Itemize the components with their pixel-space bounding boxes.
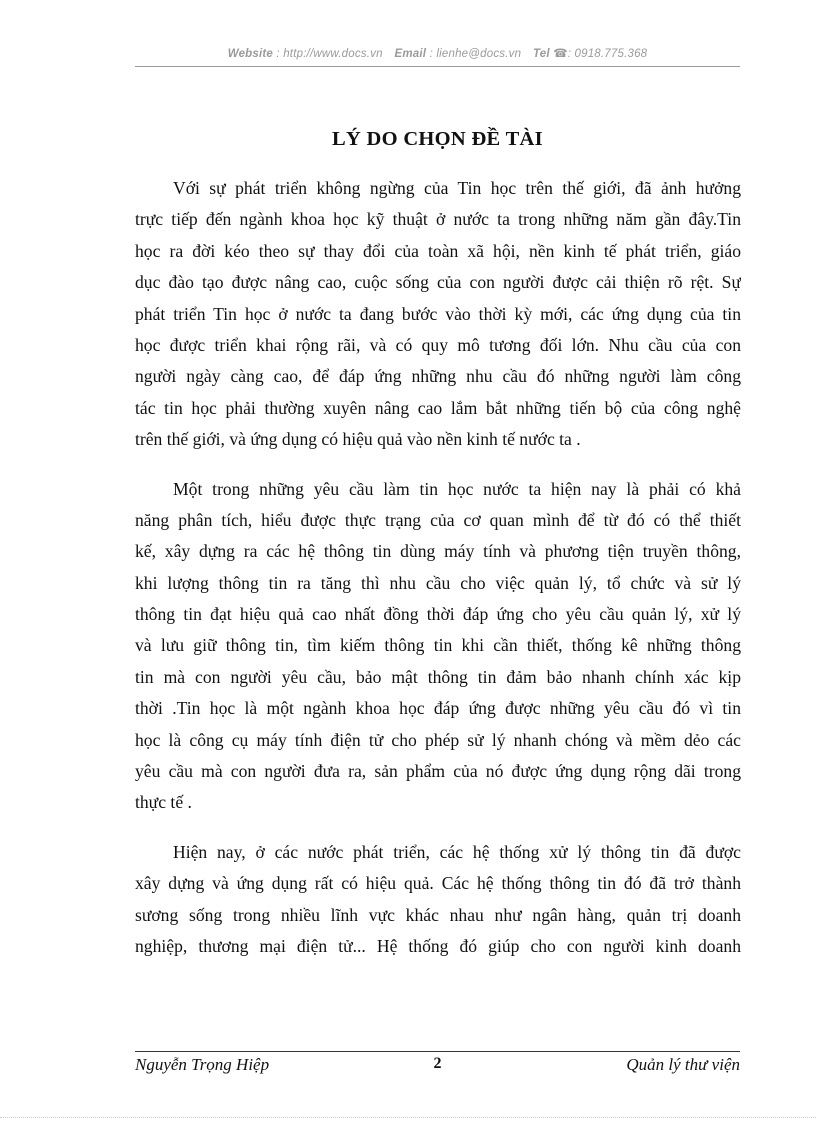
text-line: trực tiếp đến ngành khoa học kỹ thuật ở nước ta trong những năm gần đây.Tin — [135, 209, 741, 230]
paragraph-1 — [135, 173, 741, 456]
text-line: yêu cầu mà con người đưa ra, sản phẩm của nó được ứng dụng rộng dãi trong — [135, 761, 741, 782]
text-line: thực tế . — [135, 792, 192, 813]
text-line: phát triển Tin học ở nước ta đang bước vào thời kỳ mới, các ứng dụng của tin — [135, 303, 741, 324]
page-title: LÝ DO CHỌN ĐỀ TÀI — [332, 128, 543, 150]
tel-label: Tel — [533, 48, 550, 60]
text-line: Với sự phát triển không ngừng của Tin học trên thế giới, đã ảnh hưởng — [173, 178, 741, 198]
text-line: Hiện nay, ở các nước phát triển, các hệ thống xử lý thông tin đã được — [173, 841, 741, 862]
text-line: trên thế giới, và ứng dụng có hiệu quả vào nền kinh tế nước ta . — [135, 429, 581, 450]
text-line: thông tin đạt hiệu quả cao nhất đồng thời đáp ứng cho yêu cầu quản lý, xử lý — [135, 604, 741, 625]
footer-subject: Quản lý thư viện — [626, 1055, 740, 1074]
text-line: tin mà con người yêu cầu, bảo mật thông tin đảm bảo nhanh chính xác kịp — [135, 666, 741, 687]
email-value: : lienhe@docs.vn — [429, 48, 522, 60]
text-line: người ngày càng cao, để đáp ứng những nhu cầu đó những người làm công — [135, 366, 741, 387]
tel-value: ☎: 0918.775.368 — [553, 48, 648, 60]
text-line: tác tin học phải thường xuyên nâng cao lắm bắt những tiến bộ của công nghệ — [135, 397, 741, 418]
page-footer — [135, 1053, 740, 1079]
email-label: Email — [394, 48, 427, 60]
text-line: nghiệp, thương mại điện tử... Hệ thống đó giúp cho con người kinh doanh — [135, 935, 741, 956]
text-line: học là công cụ máy tính điện tử cho phép sử lý nhanh chóng và mềm dẻo các — [135, 729, 741, 750]
page-header — [135, 46, 740, 66]
text-line: sương sống trong nhiều lĩnh vực khác nhau như ngân hàng, quản trị doanh — [135, 904, 741, 925]
text-line: học được triển khai rộng rãi, và có quy mô tương đối lớn. Nhu cầu của con — [135, 334, 741, 355]
text-line: dục đào tạo được nâng cao, cuộc sống của con người được cải thiện rõ rệt. Sự — [135, 272, 741, 293]
footer-divider — [135, 1051, 740, 1052]
website-value: : http://www.docs.vn — [276, 48, 383, 60]
text-line: thời .Tin học là một ngành khoa học đáp ứng được những yêu cầu đó vì tin — [135, 698, 741, 719]
text-line: kế, xây dựng ra các hệ thông tin dùng máy tính và phương tiện truyền thông, — [135, 541, 741, 562]
text-line: khi lượng thông tin ra tăng thì nhu cầu cho việc quản lý, tổ chức và sử lý — [135, 572, 741, 593]
website-label: Website — [227, 48, 274, 60]
text-line: Một trong những yêu cầu làm tin học nước ta hiện nay là phải có khả — [173, 478, 741, 499]
header-divider — [135, 66, 740, 67]
paragraph-3 — [135, 837, 741, 963]
footer-author: Nguyễn Trọng Hiệp — [135, 1055, 270, 1074]
text-line: học ra đời kéo theo sự thay đổi của toàn xã hội, nền kinh tế phát triển, giáo — [135, 240, 741, 261]
page-number: 2 — [433, 1055, 442, 1072]
text-line: xây dựng và ứng dụng rất có hiệu quả. Các hệ thống thông tin đó đã trở thành — [135, 873, 741, 894]
paragraph-2 — [135, 474, 741, 819]
text-line: năng phân tích, hiểu được thực trạng của cơ quan mình để từ đó có thể thiết — [135, 509, 741, 530]
page-edge-divider — [0, 1117, 816, 1118]
text-line: và lưu giữ thông tin, tìm kiếm thông tin khi cần thiết, thống kê những thông — [135, 635, 741, 656]
document-body — [135, 173, 741, 980]
